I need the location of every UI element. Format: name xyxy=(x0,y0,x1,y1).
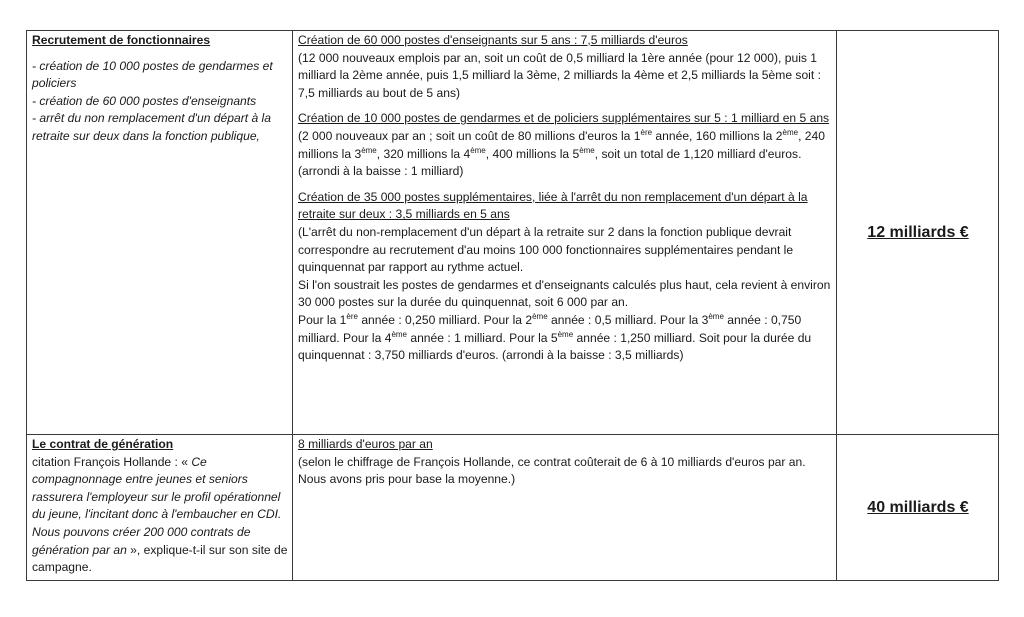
cost-detail-cell xyxy=(293,31,837,435)
quote-text: citation François Hollande : « Ce compagnonnage entre jeunes et seniors rassurera l'employeur sur le profil opérationnel du jeune, l'incitant donc à l'embaucher en CDI. Nous pouvons créer 200 000 contrats de génération par an », explique-t-il sur son site de campagne. xyxy=(32,454,288,575)
measure-item: - création de 10 000 postes de gendarmes et policiers xyxy=(32,58,273,91)
section-body: (L'arrêt du non-remplacement d'un départ à la retraite sur 2 dans la fonction publique devrait correspondre au recrutement d'au moins 100 000 fonctionnaires supplémentaires pendant le quinquennat par rapport au rythme actuel. xyxy=(298,224,794,275)
section-body: Pour la 1ère année : 0,250 milliard. Pour la 2ème année : 0,5 milliard. Pour la 3ème année : 0,750 milliard. Pour la 4ème année : 1 milliard. Pour la 5ème année : 1,250 milliard. Soit pour la durée du quinquennat : 3,750 milliards d'euros. (arrondi à la baisse : 3,5 milliards) xyxy=(298,311,812,363)
section-title: 8 milliards d'euros par an xyxy=(298,437,433,451)
measure-item: - arrêt du non remplacement d'un départ à la retraite sur deux dans la fonction publique, xyxy=(32,111,271,143)
section-body: (2 000 nouveaux par an ; soit un coût de 80 millions d'euros la 1ère année, 160 millions la 2ème, 240 millions la 3ème, 320 millions la 4ème, 400 millions la 5ème, soit un total de 1,120 milliard d'euros. (arrondi à la baisse : 1 milliard) xyxy=(298,127,825,179)
table-row xyxy=(27,31,999,435)
measure-cell xyxy=(27,435,293,581)
section-title: Création de 10 000 postes de gendarmes et de policiers supplémentaires sur 5 : 1 milliard en 5 ans xyxy=(298,111,830,126)
section-body: (selon le chiffrage de François Hollande, ce contrat coûterait de 6 à 10 milliards d'euros par an. Nous avons pris pour base la moyenne.) xyxy=(298,454,806,487)
section-title: Création de 60 000 postes d'enseignants sur 5 ans : 7,5 milliards d'euros xyxy=(298,33,688,47)
section-body: Si l'on soustrait les postes de gendarmes et d'enseignants calculés plus haut, cela revient à environ 30 000 postes sur la durée du quinquennat, soit 6 000 par an. xyxy=(298,277,831,310)
section-title: Création de 35 000 postes supplémentaires, liée à l'arrêt du non remplacement d'un départ à la retraite sur deux : 3,5 milliards en 5 ans xyxy=(298,189,808,222)
total-cell: 12 milliards € xyxy=(837,31,999,435)
total-cell: 40 milliards € xyxy=(837,435,999,581)
cost-detail-cell xyxy=(293,435,837,581)
cost-table xyxy=(26,30,999,581)
measure-item: - création de 60 000 postes d'enseignants xyxy=(32,93,257,108)
measure-heading: Le contrat de génération xyxy=(32,437,174,451)
measure-heading: Recrutement de fonctionnaires xyxy=(32,33,211,47)
measure-cell xyxy=(27,31,293,435)
table-row xyxy=(27,435,999,581)
section-body: (12 000 nouveaux emplois par an, soit un coût de 0,5 milliard la 1ère année (pour 12 000), puis 1 milliard la 2ème année, puis 1,5 milliard la 3ème, 2 milliards la 4ème et 2,5 milliards la 5ème soit : 7,5 milliards au bout de 5 ans) xyxy=(298,50,821,100)
